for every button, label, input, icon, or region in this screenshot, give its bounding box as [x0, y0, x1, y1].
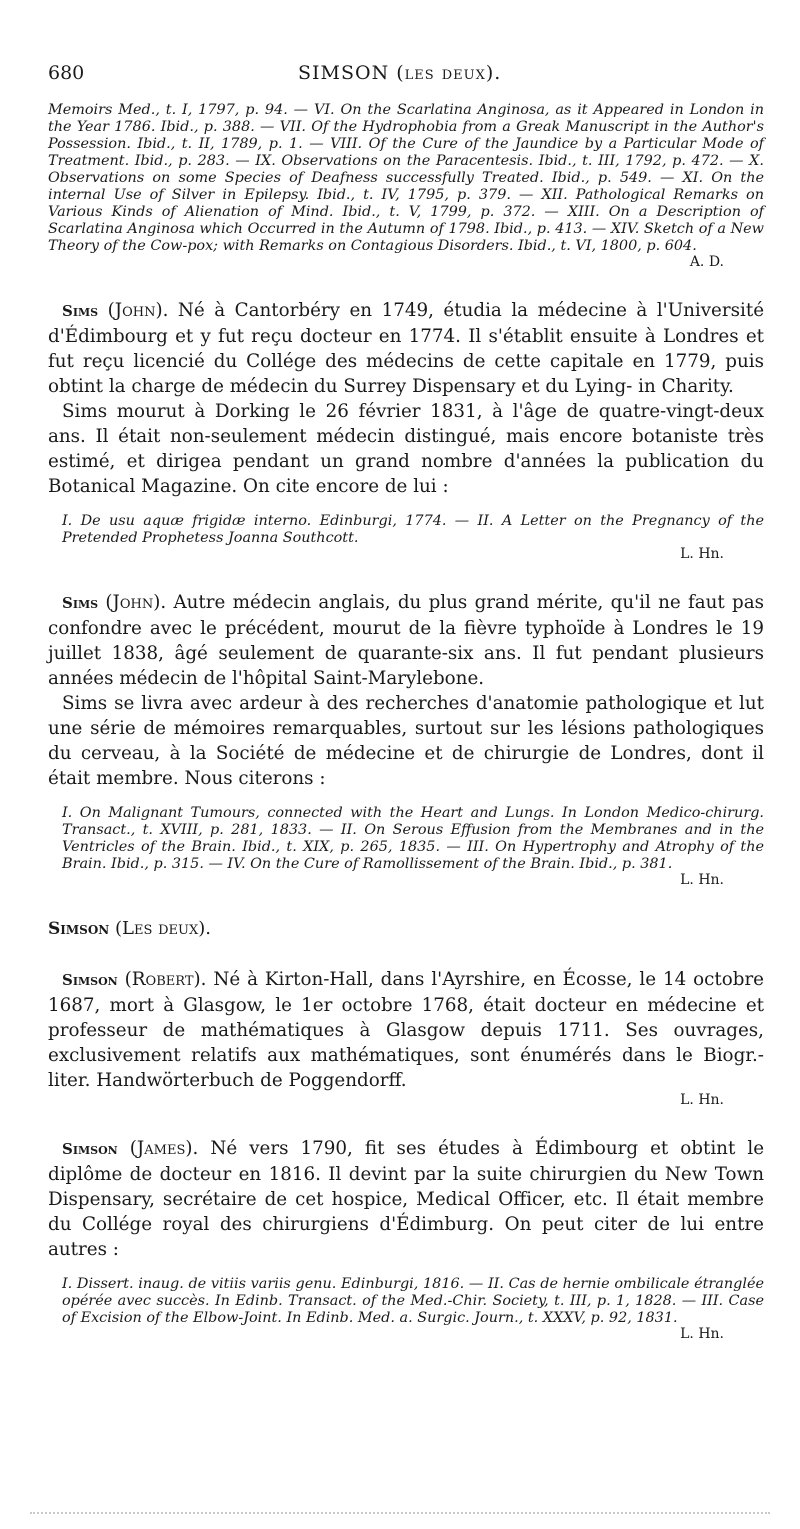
bibliography-text: I. On Malignant Tumours, connected with the Heart and Lungs. In London Medico-chirurg. Transact., t. XVIII, p. 281, 1833. — II. On Serous Effusion from the Membranes and in the Ventricles of the Brain. Ibid., t. XIX, p. 265, 1835. — III. On Hypertrophy and Atrophy of the Brain. Ibid., p. 315. — IV. On the Cure of Ramollissement of the Brain. Ibid., p. 381.	[62, 805, 764, 872]
entry-bibliography	[48, 513, 764, 562]
entry-qualifier: (John).	[107, 300, 169, 321]
entry-paragraph: Sims mourut à Dorking le 26 février 1831, à l'âge de quatre-vingt-deux ans. Il était non-seulement médecin distingué, mais encore botaniste très estimé, et dirigea pendant un grand nombre d'années la publication du Botanical Magazine. On cite encore de lui :	[48, 401, 764, 497]
author-signature: A. D.	[689, 254, 724, 270]
bibliography-text: I. De usu aquæ frigidæ interno. Edinburgi, 1774. — II. A Letter on the Pregnancy of the Pretended Prophetess Joanna Southcott.	[62, 513, 764, 546]
entry-paragraph	[48, 1136, 764, 1262]
entry-sims-1	[48, 298, 764, 562]
entry-qualifier: (Robert).	[124, 969, 207, 990]
entry-text: Né vers 1790, fit ses études à Édimbourg et obtint le diplôme de docteur en 1816. Il devint par la suite chirurgien du New Town Dispensary, secrétaire de cet hospice, Medical Officer, etc. Il était membre du Collége royal des chirurgiens d'Édimburg. On peut citer de lui entre autres :	[48, 1138, 765, 1260]
dictionary-page	[48, 62, 764, 1342]
running-title-main: SIMSON	[298, 62, 390, 84]
entry-text: Né à Cantorbéry en 1749, étudia la médecine à l'Université d'Édimbourg et y fut reçu docteur en 1774. Il s'établit ensuite à Londres et fut reçu licencié du Collége des médecins de cette capitale en 1779, puis obtint la charge de médecin du Surrey Dispensary et du Lying- in Charity.	[48, 300, 765, 397]
section-qualifier: (Les deux).	[115, 918, 211, 939]
entry-qualifier: (John).	[105, 592, 167, 613]
entry-paragraph: Sims se livra avec ardeur à des recherches d'anatomie pathologique et lut une série de mémoires remarquables, surtout sur les lésions pathologiques du cerveau, à la Société de médecine et de chirurgie de Londres, dont il était membre. Nous citerons :	[48, 693, 764, 789]
author-signature: L. Hn.	[680, 1326, 724, 1342]
entry-headword: Sims	[62, 302, 99, 320]
entry-paragraph	[48, 590, 764, 691]
entry-bibliography	[48, 805, 764, 888]
entry-text: Né à Kirton-Hall, dans l'Ayrshire, en Écosse, le 14 octobre 1687, mort à Glasgow, le 1er octobre 1768, était docteur en médecine et professeur de mathématiques à Glasgow depuis 1711. Ses ouvrages, exclusivement relatifs aux mathématiques, sont énumérés dans le Biogr.-liter. Handwörterbuch de Poggendorff.	[48, 969, 764, 1091]
entry-sims-2	[48, 590, 764, 888]
entry-paragraph	[48, 967, 764, 1093]
entry-headword: Sims	[62, 594, 99, 612]
entry-headword: Simson	[62, 971, 118, 989]
entry-paragraph	[48, 298, 764, 399]
entry-bibliography	[48, 1276, 764, 1342]
running-title	[298, 62, 501, 84]
entry-qualifier: (James).	[129, 1138, 199, 1159]
section-heading	[48, 918, 764, 939]
page-number: 680	[48, 62, 85, 84]
entry-text: Autre médecin anglais, du plus grand mérite, qu'il ne faut pas confondre avec le précédent, mourut de la fièvre typhoïde à Londres le 19 juillet 1838, âgé seulement de quarante-six ans. Il fut pendant plusieurs années médecin de l'hôpital Saint-Marylebone.	[48, 592, 765, 689]
bibliography-text: Memoirs Med., t. I, 1797, p. 94. — VI. On the Scarlatina Anginosa, as it Appeared in London in the Year 1786. Ibid., p. 388. — VII. Of the Hydrophobia from a Greak Manuscript in the Author's Possession. Ibid., t. II, 1789, p. 1. — VIII. Of the Cure of the Jaundice by a Particular Mode of Treatment. Ibid., p. 283. — IX. Observations on the Paracentesis. Ibid., t. III, 1792, p. 472. — X. Observations on some Species of Deafness successfully Treated. Ibid., p. 549. — XI. On the internal Use of Silver in Epilepsy. Ibid., t. IV, 1795, p. 379. — XII. Pathological Remarks on Various Kinds of Alienation of Mind. Ibid., t. V, 1799, p. 372. — XIII. On a Description of Scarlatina Anginosa which Occurred in the Autumn of 1798. Ibid., p. 413. — XIV. Sketch of a New Theory of the Cow-pox; with Remarks on Contagious Disorders. Ibid., t. VI, 1800, p. 604.	[48, 102, 764, 254]
bibliography-text: I. Dissert. inaug. de vitiis variis genu. Edinburgi, 1816. — II. Cas de hernie ombilicale étranglée opérée avec succès. In Edinb. Transact. of the Med.-Chir. Society, t. III, p. 1, 1828. — III. Case of Excision of the Elbow-Joint. In Edinb. Med. a. Surgic. Journ., t. XXXV, p. 92, 1831.	[62, 1276, 764, 1326]
entry-simson-james	[48, 1136, 764, 1342]
bottom-rule-divider	[30, 1512, 770, 1516]
running-header	[48, 62, 764, 102]
author-signature: L. Hn.	[680, 1092, 724, 1108]
top-bibliography	[48, 102, 764, 270]
entry-headword: Simson	[62, 1140, 118, 1158]
entry-simson-robert	[48, 967, 764, 1108]
author-signature: L. Hn.	[680, 546, 724, 562]
running-title-sub: (les deux).	[396, 62, 502, 84]
author-signature: L. Hn.	[680, 872, 724, 888]
section-headword: Simson	[48, 919, 110, 939]
